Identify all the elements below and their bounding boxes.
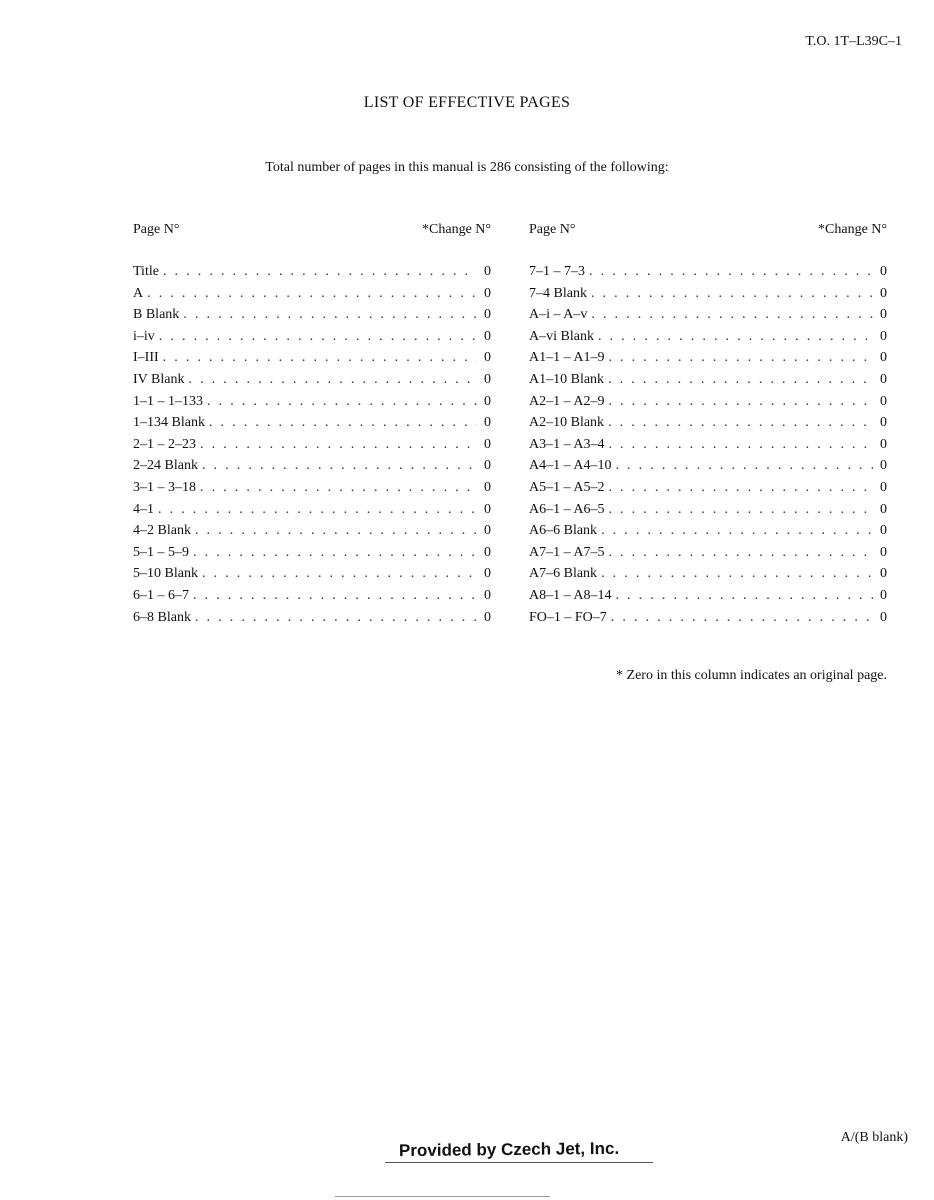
change-number-value: 0 <box>880 587 887 603</box>
dot-leader <box>608 415 873 431</box>
page-range-label: A5–1 – A5–2 <box>529 479 605 495</box>
page-range-label: 7–1 – 7–3 <box>529 264 585 279</box>
dot-leader <box>601 523 873 539</box>
dot-leader <box>193 588 477 604</box>
page-range-label: A1–1 – A1–9 <box>529 350 605 366</box>
page-list-row <box>133 350 491 372</box>
page-range-label: 3–1 – 3–18 <box>133 479 196 495</box>
change-number-value: 0 <box>880 307 887 323</box>
change-number-header: *Change N° <box>818 222 887 237</box>
page-list-row <box>529 329 887 351</box>
change-number-value: 0 <box>484 609 491 625</box>
left-column-header <box>133 222 491 240</box>
footer-underline <box>385 1162 653 1163</box>
page-range-label: 7–4 Blank <box>529 285 587 301</box>
page-range-label: FO–1 – FO–7 <box>529 609 607 625</box>
page-range-label: 4–2 Blank <box>133 523 191 539</box>
change-number-value: 0 <box>880 415 887 431</box>
change-number-value: 0 <box>880 566 887 582</box>
page-list-row <box>529 458 887 480</box>
change-number-value: 0 <box>484 436 491 452</box>
page-range-label: i–iv <box>133 328 155 344</box>
provider-credit: Provided by Czech Jet, Inc. <box>398 1138 620 1161</box>
page-range-label: A–i – A–v <box>529 307 588 323</box>
page-list-row <box>529 394 887 416</box>
change-number-value: 0 <box>880 371 887 387</box>
page-range-label: A7–6 Blank <box>529 566 598 582</box>
dot-leader <box>200 480 477 496</box>
change-number-value: 0 <box>484 501 491 517</box>
page-range-label: IV Blank <box>133 371 185 387</box>
page-range-label: A–vi Blank <box>529 328 594 344</box>
dot-leader <box>158 502 477 518</box>
page-list-row <box>133 566 491 588</box>
page-list-row <box>133 458 491 480</box>
change-number-value: 0 <box>484 371 491 387</box>
page-number-header: Page N° <box>529 222 576 237</box>
page-range-label: 2–24 Blank <box>133 458 198 474</box>
page-list-row <box>529 566 887 588</box>
change-number-value: 0 <box>484 307 491 323</box>
page-identifier: A/(B blank) <box>840 1130 908 1145</box>
footnote: * Zero in this column indicates an original page. <box>616 668 887 683</box>
change-number-value: 0 <box>484 458 491 474</box>
page-list-row <box>133 437 491 459</box>
page-range-label: I–III <box>133 350 159 366</box>
dot-leader <box>598 329 873 345</box>
dot-leader <box>615 458 873 474</box>
dot-leader <box>159 329 477 345</box>
change-number-value: 0 <box>880 501 887 517</box>
page-list-row <box>133 610 491 632</box>
page-range-label: 1–134 Blank <box>133 415 205 431</box>
page-range-label: A3–1 – A3–4 <box>529 436 605 452</box>
footer-rule <box>335 1196 550 1197</box>
page-range-label: 6–8 Blank <box>133 609 191 625</box>
page-list-row <box>133 502 491 524</box>
page-range-label: A1–10 Blank <box>529 371 605 387</box>
page-list-row <box>133 545 491 567</box>
change-number-value: 0 <box>484 479 491 495</box>
page-range-label: A8–1 – A8–14 <box>529 587 612 603</box>
change-number-value: 0 <box>484 393 491 409</box>
right-column <box>529 222 887 631</box>
page-count-statement: Total number of pages in this manual is 286 consisting of the following: <box>265 160 669 175</box>
change-number-value: 0 <box>880 479 887 495</box>
change-number-value: 0 <box>880 458 887 474</box>
dot-leader <box>608 394 873 410</box>
page-range-label: 5–10 Blank <box>133 566 198 582</box>
dot-leader <box>163 264 477 280</box>
page-range-label: A <box>133 285 144 301</box>
change-number-value: 0 <box>880 328 887 344</box>
page-title: LIST OF EFFECTIVE PAGES <box>363 94 571 111</box>
change-number-value: 0 <box>880 523 887 539</box>
dot-leader <box>195 523 477 539</box>
page-range-label: A6–6 Blank <box>529 523 598 539</box>
change-number-value: 0 <box>880 544 887 560</box>
page-range-label: A6–1 – A6–5 <box>529 501 605 517</box>
page-number-header: Page N° <box>133 222 180 237</box>
page-list-row <box>133 372 491 394</box>
right-column-header <box>529 222 887 240</box>
page-range-label: Title <box>133 264 159 279</box>
dot-leader <box>589 264 873 280</box>
page-list-row <box>133 286 491 308</box>
page-range-label: B Blank <box>133 307 180 323</box>
page-list-row <box>133 523 491 545</box>
dot-leader <box>608 372 873 388</box>
page-list-row <box>529 480 887 502</box>
page-list-row <box>529 415 887 437</box>
page-list-row <box>529 437 887 459</box>
dot-leader <box>207 394 477 410</box>
page-range-label: A7–1 – A7–5 <box>529 544 605 560</box>
dot-leader <box>183 307 477 323</box>
dot-leader <box>608 437 873 453</box>
change-number-header: *Change N° <box>422 222 491 237</box>
change-number-value: 0 <box>880 264 887 279</box>
page-range-label: 4–1 <box>133 501 154 517</box>
change-number-value: 0 <box>880 609 887 625</box>
dot-leader <box>591 286 873 302</box>
page-list-row <box>529 588 887 610</box>
page-list-row <box>529 523 887 545</box>
dot-leader <box>611 610 873 626</box>
dot-leader <box>615 588 873 604</box>
left-page-list <box>133 264 491 631</box>
page-list-row <box>529 264 887 286</box>
page-range-label: A2–1 – A2–9 <box>529 393 605 409</box>
left-column <box>133 222 491 631</box>
dot-leader <box>209 415 477 431</box>
page-list-row <box>529 372 887 394</box>
dot-leader <box>608 480 873 496</box>
page-list-row <box>529 502 887 524</box>
change-number-value: 0 <box>880 436 887 452</box>
change-number-value: 0 <box>484 328 491 344</box>
change-number-value: 0 <box>880 285 887 301</box>
page-list-row <box>133 307 491 329</box>
page-range-label: A2–10 Blank <box>529 415 605 431</box>
page-list-row <box>133 588 491 610</box>
page-range-label: 1–1 – 1–133 <box>133 393 203 409</box>
page-list-row <box>133 415 491 437</box>
page-range-label: 2–1 – 2–23 <box>133 436 196 452</box>
dot-leader <box>163 350 477 366</box>
dot-leader <box>147 286 477 302</box>
page-list-row <box>529 350 887 372</box>
page-list-row <box>133 264 491 286</box>
page-list-row <box>133 329 491 351</box>
change-number-value: 0 <box>484 350 491 366</box>
page-list-row <box>529 286 887 308</box>
page-list-row <box>133 480 491 502</box>
document-number: T.O. 1T–L39C–1 <box>805 34 902 49</box>
dot-leader <box>601 566 873 582</box>
change-number-value: 0 <box>484 523 491 539</box>
page-range-label: 6–1 – 6–7 <box>133 587 189 603</box>
dot-leader <box>608 350 873 366</box>
change-number-value: 0 <box>484 566 491 582</box>
change-number-value: 0 <box>484 544 491 560</box>
page-list-row <box>529 307 887 329</box>
page-list-row <box>529 610 887 632</box>
page-list-row <box>529 545 887 567</box>
change-number-value: 0 <box>484 264 491 279</box>
change-number-value: 0 <box>484 587 491 603</box>
dot-leader <box>591 307 873 323</box>
dot-leader <box>200 437 477 453</box>
dot-leader <box>202 566 477 582</box>
dot-leader <box>608 502 873 518</box>
dot-leader <box>202 458 477 474</box>
dot-leader <box>193 545 477 561</box>
dot-leader <box>188 372 477 388</box>
change-number-value: 0 <box>484 415 491 431</box>
page-range-label: A4–1 – A4–10 <box>529 458 612 474</box>
dot-leader <box>195 610 477 626</box>
page-range-label: 5–1 – 5–9 <box>133 544 189 560</box>
page-list-row <box>133 394 491 416</box>
change-number-value: 0 <box>880 350 887 366</box>
change-number-value: 0 <box>880 393 887 409</box>
change-number-value: 0 <box>484 285 491 301</box>
dot-leader <box>608 545 873 561</box>
right-page-list <box>529 264 887 631</box>
